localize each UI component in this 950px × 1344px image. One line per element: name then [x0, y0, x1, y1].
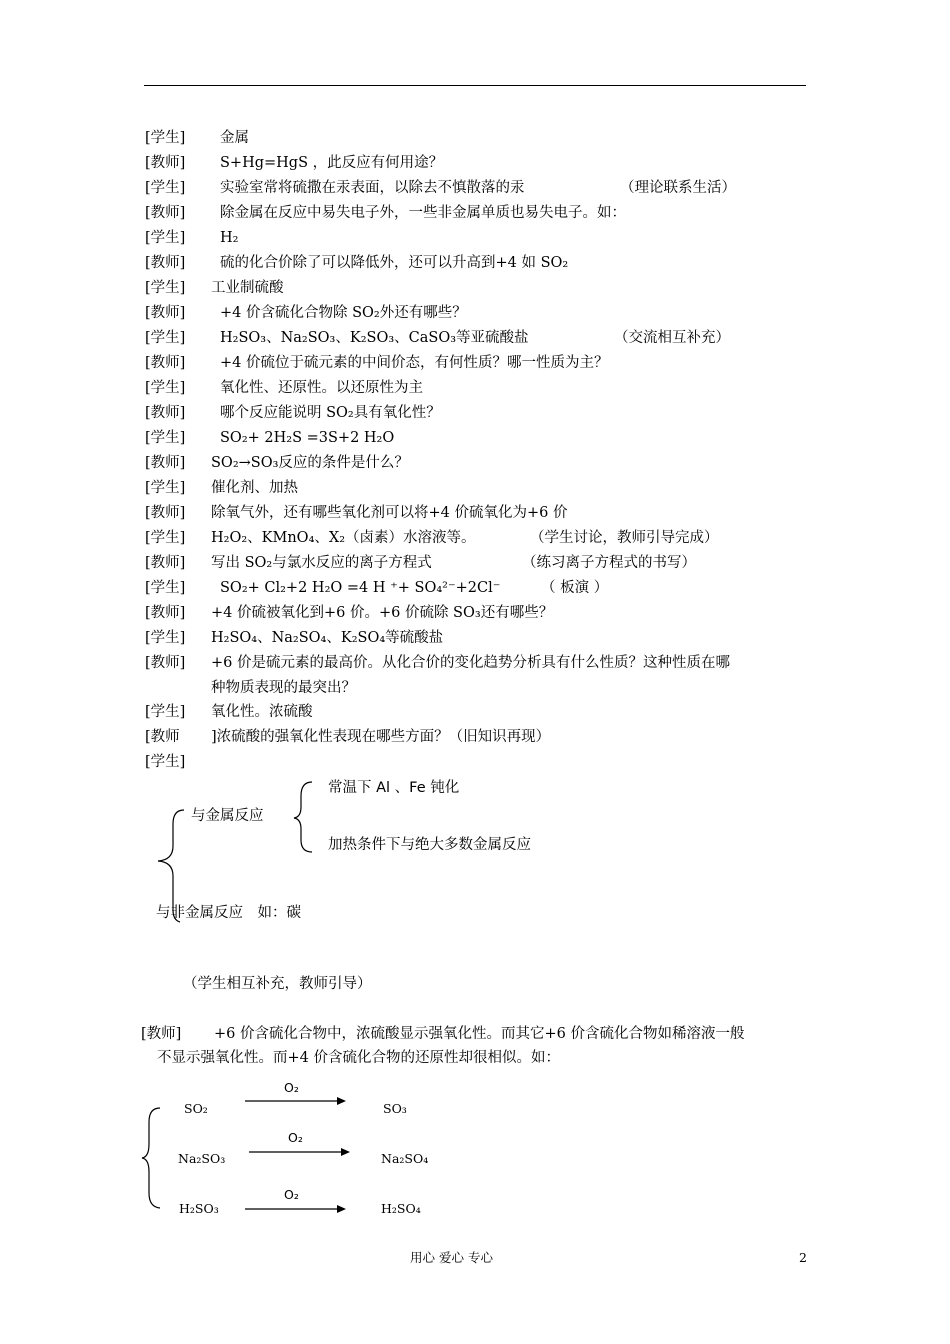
dialogue-role: [学生] — [145, 380, 186, 396]
closing-line-2: 不显示强氧化性。而+4 价含硫化合物的还原性却很相似。如： — [157, 1050, 560, 1066]
reaction-1-reagent: O₂ — [284, 1080, 299, 1095]
tree-branch-nonmetal: 与非金属反应 如：碳 — [156, 905, 301, 921]
dialogue-continuation: 种物质表现的最突出？ — [211, 680, 356, 696]
arrow-1 — [245, 1097, 346, 1105]
dialogue-note: （ 板演 ） — [541, 580, 609, 596]
arrow-2 — [249, 1148, 350, 1156]
dialogue-role: [学生] — [145, 430, 186, 446]
dialogue-text: H₂O₂、KMnO₄、X₂（卤素）水溶液等。 — [211, 530, 476, 546]
dialogue-text: H₂ — [220, 230, 239, 246]
dialogue-note: （交流相互补充） — [614, 330, 730, 346]
dialogue-text: SO₂+ 2H₂S =3S+2 H₂O — [220, 430, 395, 446]
dialogue-role: [教师] — [145, 155, 186, 171]
dialogue-text: S+Hg=HgS ，此反应有何用途？ — [220, 155, 444, 171]
dialogue-role: [教师] — [145, 305, 186, 321]
dialogue-role: [教师] — [145, 605, 186, 621]
dialogue-note: （练习离子方程式的书写） — [522, 555, 696, 571]
dialogue-role: [教师] — [145, 255, 186, 271]
dialogue-text: 除金属在反应中易失电子外，一些非金属单质也易失电子。如： — [220, 205, 626, 221]
dialogue-role: [教师] — [145, 555, 186, 571]
dialogue-role: [教师] — [145, 505, 186, 521]
dialogue-text: +6 价是硫元素的最高价。从化合价的变化趋势分析具有什么性质？这种性质在哪 — [211, 655, 730, 671]
dialogue-role: [学生] — [145, 280, 186, 296]
dialogue-role: [学生] — [145, 630, 186, 646]
dialogue-role: [学生] — [145, 480, 186, 496]
dialogue-text: H₂SO₄、Na₂SO₄、K₂SO₄等硫酸盐 — [211, 630, 444, 646]
dialogue-role: [教师 — [145, 729, 180, 745]
dialogue-text: 硫的化合价除了可以降低外，还可以升高到+4 如 SO₂ — [220, 255, 569, 271]
reaction-3-to: H₂SO₄ — [381, 1201, 421, 1216]
tree-branch-metal: 与金属反应 — [191, 808, 264, 824]
dialogue-role: [学生] — [145, 530, 186, 546]
dialogue-role: [教师] — [145, 205, 186, 221]
footer-text: 用心 爱心 专心 — [410, 1250, 493, 1265]
reaction-1-to: SO₃ — [383, 1101, 407, 1116]
reaction-2-to: Na₂SO₄ — [381, 1151, 429, 1166]
tree-metal-item-1: 常温下 Al 、Fe 钝化 — [328, 780, 460, 796]
closing-role: [教师] — [141, 1026, 182, 1042]
dialogue-role: [学生] — [145, 130, 186, 146]
dialogue-role: [学生] — [145, 230, 186, 246]
closing-line-1: +6 价含硫化合物中，浓硫酸显示强氧化性。而其它+6 价含硫化合物如稀溶液一般 — [214, 1026, 745, 1042]
reaction-3-reagent: O₂ — [284, 1187, 299, 1202]
dialogue-text: 除氧气外，还有哪些氧化剂可以将+4 价硫氧化为+6 价 — [211, 505, 568, 521]
dialogue-role: [学生] — [145, 704, 186, 720]
page-number: 2 — [799, 1250, 807, 1265]
tree-note: （学生相互补充，教师引导） — [183, 976, 372, 992]
dialogue-text: 实验室常将硫撒在汞表面，以除去不慎散落的汞 — [220, 180, 525, 196]
dialogue-text: 写出 SO₂与氯水反应的离子方程式 — [211, 555, 432, 571]
reaction-1-from: SO₂ — [184, 1101, 208, 1116]
metal-brace — [294, 782, 312, 852]
dialogue-role: [教师] — [145, 355, 186, 371]
arrow-3 — [245, 1205, 346, 1213]
dialogue-text: H₂SO₃、Na₂SO₃、K₂SO₃、CaSO₃等亚硫酸盐 — [220, 330, 529, 346]
dialogue-text: +4 价硫位于硫元素的中间价态，有何性质？哪一性质为主？ — [220, 355, 609, 371]
dialogue-text: 催化剂、加热 — [211, 480, 298, 496]
dialogue-text: 工业制硫酸 — [211, 280, 284, 296]
dialogue-note: （理论联系生活） — [620, 180, 736, 196]
reaction-3-from: H₂SO₃ — [179, 1201, 219, 1216]
dialogue-text: 氧化性。浓硫酸 — [211, 704, 313, 720]
dialogue-text: SO₂→SO₃反应的条件是什么？ — [211, 455, 409, 471]
dialogue-text: +4 价含硫化合物除 SO₂外还有哪些？ — [220, 305, 467, 321]
dialogue-text: 金属 — [220, 130, 249, 146]
dialogue-text: ]浓硫酸的强氧化性表现在哪些方面？（旧知识再现） — [211, 729, 551, 745]
dialogue-text: +4 价硫被氧化到+6 价。+6 价硫除 SO₃还有哪些？ — [211, 605, 554, 621]
dialogue-role: [学生] — [145, 580, 186, 596]
dialogue-text: 哪个反应能说明 SO₂具有氧化性？ — [220, 405, 441, 421]
tree-metal-item-2: 加热条件下与绝大多数金属反应 — [328, 837, 531, 853]
dialogue-role: [学生] — [145, 180, 186, 196]
dialogue-role: [学生] — [145, 754, 186, 770]
dialogue-role: [学生] — [145, 330, 186, 346]
dialogue-role: [教师] — [145, 405, 186, 421]
dialogue-text: SO₂+ Cl₂+2 H₂O =4 H ⁺+ SO₄²⁻+2Cl⁻ — [220, 580, 501, 596]
dialogue-role: [教师] — [145, 455, 186, 471]
reaction-2-reagent: O₂ — [288, 1130, 303, 1145]
dialogue-note: （学生讨论，教师引导完成） — [530, 530, 719, 546]
dialogue-text: 氧化性、还原性。以还原性为主 — [220, 380, 423, 396]
reaction-brace — [142, 1108, 160, 1208]
dialogue-role: [教师] — [145, 655, 186, 671]
reaction-2-from: Na₂SO₃ — [178, 1151, 226, 1166]
